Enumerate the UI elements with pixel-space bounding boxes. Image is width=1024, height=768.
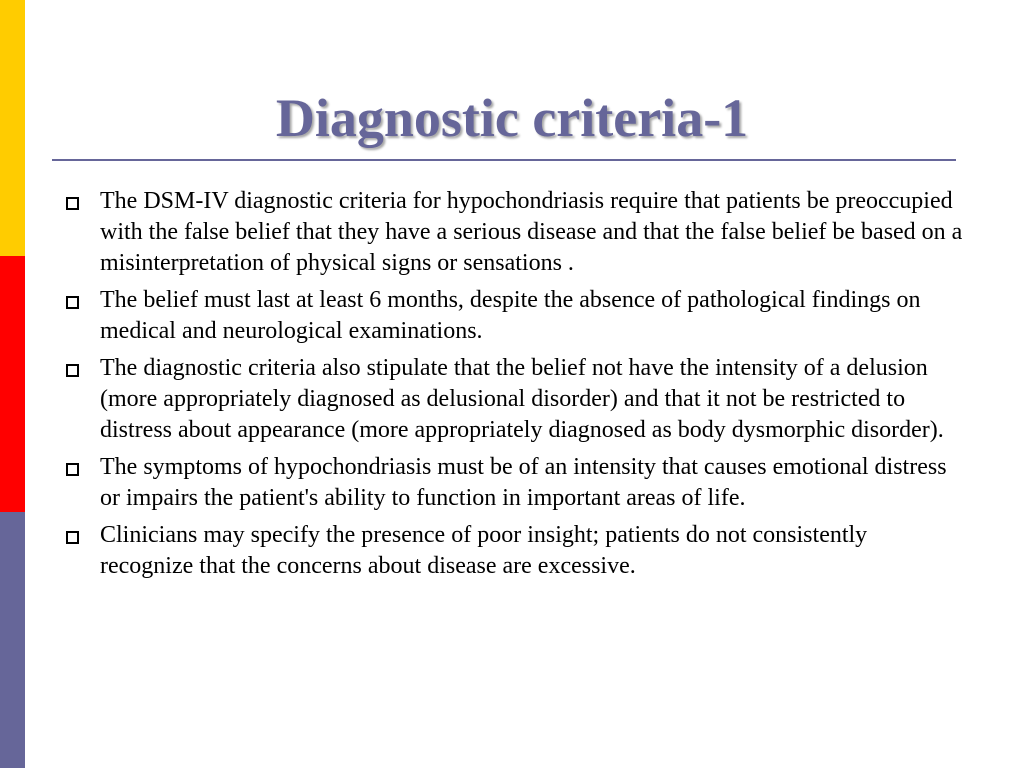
bullet-item [64, 520, 964, 582]
side-bar-red-segment [0, 256, 25, 512]
side-bar-purple-segment [0, 512, 25, 768]
bullet-item [64, 186, 964, 279]
hollow-square-icon [66, 197, 79, 210]
slide-title: Diagnostic criteria-1 [275, 88, 749, 148]
bullet-text: The symptoms of hypochondriasis must be of an intensity that causes emotional distress or impairs the patient's ability to function in important areas of life. [100, 454, 947, 511]
hollow-square-icon [66, 364, 79, 377]
hollow-square-icon [66, 531, 79, 544]
bullet-item [64, 353, 964, 446]
hollow-square-icon [66, 463, 79, 476]
bullet-text: Clinicians may specify the presence of poor insight; patients do not consistently recognize that the concerns about disease are excessive. [100, 522, 868, 579]
bullet-list [64, 186, 964, 588]
hollow-square-icon [66, 296, 79, 309]
bullet-text: The DSM-IV diagnostic criteria for hypochondriasis require that patients be preoccupied with the false belief that they have a serious disease and that the false belief be based on a misinterpretation of physical signs or sensations . [100, 188, 963, 276]
bullet-item [64, 285, 964, 347]
bullet-text: The diagnostic criteria also stipulate that the belief not have the intensity of a delusion (more appropriately diagnosed as delusional disorder) and that it not be restricted to distress about appearance (more appropriately diagnosed as body dysmorphic disorder). [100, 355, 944, 443]
bullet-text: The belief must last at least 6 months, despite the absence of pathological findings on medical and neurological examinations. [100, 287, 921, 344]
bullet-item [64, 452, 964, 514]
title-underline [52, 159, 956, 161]
